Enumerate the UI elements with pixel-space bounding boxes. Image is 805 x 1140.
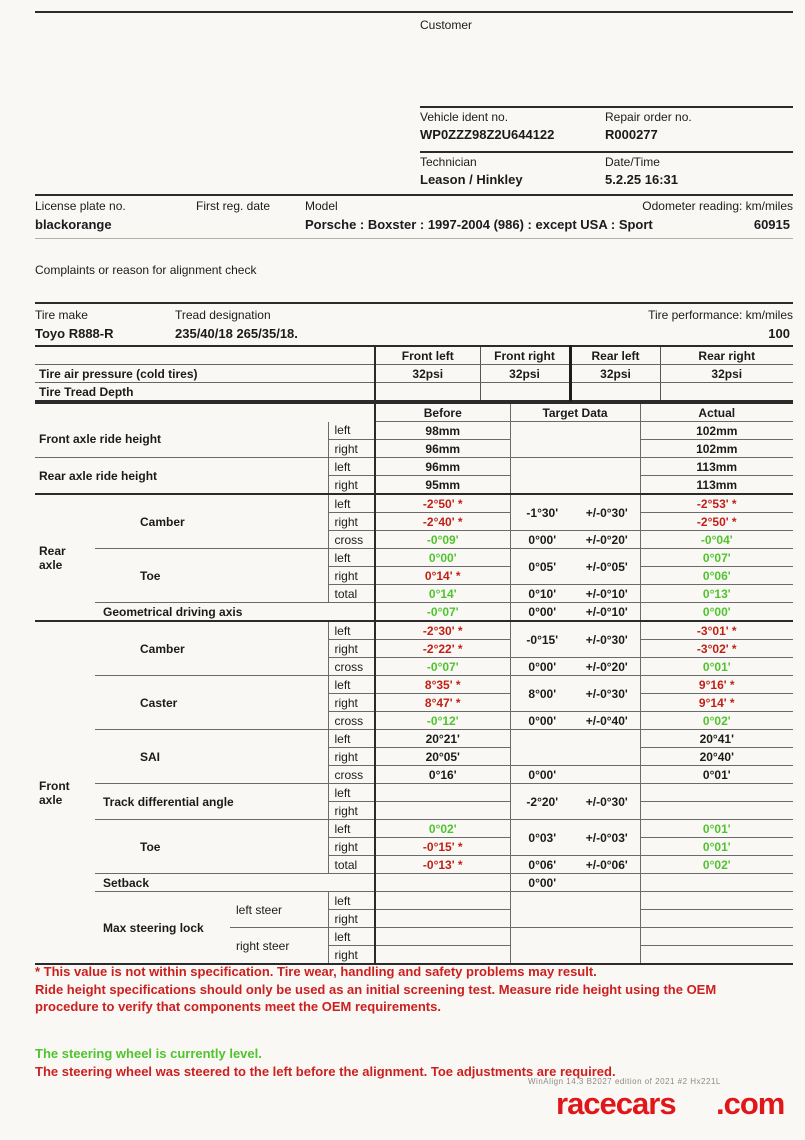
before-value: -2°30' * <box>375 621 510 640</box>
report-note: The steering wheel was steered to the left before the alignment. Toe adjustments are required. <box>35 1064 616 1079</box>
wheel-header-front-right: Front right <box>480 346 570 365</box>
target-tolerance <box>574 766 640 784</box>
actual-value <box>640 892 793 910</box>
actual-value: 0°01' <box>640 838 793 856</box>
actual-value: 0°13' <box>640 585 793 603</box>
before-value: -0°12' <box>375 712 510 730</box>
tire-make-value: Toyo R888-R <box>35 326 114 341</box>
measurement-name: Caster <box>95 676 328 730</box>
target-nominal: 0°00' <box>510 712 574 730</box>
actual-value <box>640 928 793 946</box>
position-label: right <box>328 640 375 658</box>
before-value: -0°15' * <box>375 838 510 856</box>
target-tolerance: +/-0°05' <box>574 549 640 585</box>
position-label: total <box>328 856 375 874</box>
measurement-name: Toe <box>95 549 328 603</box>
position-label: right <box>328 476 375 495</box>
actual-value: -3°01' * <box>640 621 793 640</box>
position-label: left <box>328 730 375 748</box>
target-tolerance: +/-0°30' <box>574 784 640 820</box>
actual-value: -2°53' * <box>640 494 793 513</box>
repair-order-value: R000277 <box>605 127 658 142</box>
before-value: -2°40' * <box>375 513 510 531</box>
target-nominal: 0°00' <box>510 603 574 622</box>
target-nominal: -0°15' <box>510 621 574 658</box>
target-nominal: -2°20' <box>510 784 574 820</box>
tire-pressure-front-right: 32psi <box>480 365 570 383</box>
measurement-name: SAI <box>95 730 328 784</box>
actual-column-header: Actual <box>640 403 793 422</box>
tread-depth-rear-right <box>660 383 793 402</box>
license-plate-label: License plate no. <box>35 199 126 213</box>
actual-value: 0°06' <box>640 567 793 585</box>
actual-value: -2°50' * <box>640 513 793 531</box>
wheel-table <box>35 345 793 402</box>
actual-value: 0°01' <box>640 658 793 676</box>
before-value: 0°00' <box>375 549 510 567</box>
before-value: -0°07' <box>375 658 510 676</box>
position-label: right <box>328 838 375 856</box>
model-value: Porsche : Boxster : 1997-2004 (986) : except USA : Sport <box>305 217 653 232</box>
alignment-row <box>35 874 793 892</box>
tire-pressure-front-left: 32psi <box>375 365 480 383</box>
before-value: 0°16' <box>375 766 510 784</box>
alignment-row <box>35 549 793 567</box>
alignment-row <box>35 621 793 640</box>
position-label: right <box>328 513 375 531</box>
target-tolerance: +/-0°30' <box>574 621 640 658</box>
actual-value: 0°00' <box>640 603 793 622</box>
target-tolerance: +/-0°03' <box>574 820 640 856</box>
target-nominal: 0°10' <box>510 585 574 603</box>
position-label: left <box>328 621 375 640</box>
tire-performance-value: 100 <box>768 326 790 341</box>
steer-direction-label: left steer <box>230 892 328 928</box>
before-value: -0°13' * <box>375 856 510 874</box>
position-label: cross <box>328 766 375 784</box>
before-value: 8°35' * <box>375 676 510 694</box>
alignment-row <box>35 820 793 838</box>
actual-value: 20°40' <box>640 748 793 766</box>
target-nominal: 8°00' <box>510 676 574 712</box>
position-label: left <box>328 494 375 513</box>
report-note: Ride height specifications should only be used as an initial screening test. Measure ride height using the OEM procedure to verify that components meet the OEM requirements. <box>35 982 717 1014</box>
alignment-row <box>35 422 793 440</box>
racecars-logo-suffix: .com <box>716 1086 785 1121</box>
section-rule-1 <box>35 194 793 196</box>
target-tolerance: +/-0°30' <box>574 676 640 712</box>
before-value: -2°22' * <box>375 640 510 658</box>
axle-group-label: Front axle <box>35 621 95 964</box>
measurement-name: Max steering lock <box>95 892 230 965</box>
target-column-header: Target Data <box>510 403 640 422</box>
alignment-row <box>35 603 793 622</box>
first-reg-label: First reg. date <box>196 199 271 213</box>
actual-value: 102mm <box>640 422 793 440</box>
position-label: left <box>328 676 375 694</box>
position-label: left <box>328 928 375 946</box>
target-nominal: 0°00' <box>510 874 574 892</box>
before-value <box>375 802 510 820</box>
target-tolerance: +/-0°30' <box>574 494 640 531</box>
customer-label: Customer <box>420 18 473 32</box>
target-empty <box>510 892 640 928</box>
technician-value: Leason / Hinkley <box>420 172 523 187</box>
actual-value: -3°02' * <box>640 640 793 658</box>
racecars-logo: racecars <box>556 1086 676 1121</box>
actual-value <box>640 784 793 802</box>
actual-value: 9°14' * <box>640 694 793 712</box>
report-note: * This value is not within specification. Tire wear, handling and safety problems may result. <box>35 964 597 979</box>
model-label: Model <box>305 199 338 213</box>
measurement-name: Track differential angle <box>95 784 328 820</box>
axle-group-label: Rear axle <box>35 494 95 621</box>
target-nominal: 0°05' <box>510 549 574 585</box>
alignment-row <box>35 892 793 910</box>
tread-depth-front-right <box>480 383 570 402</box>
odometer-label: Odometer reading: km/miles <box>642 199 793 213</box>
header-rule-1 <box>420 106 793 108</box>
target-empty <box>510 928 640 965</box>
target-empty <box>510 730 640 766</box>
wheel-header-front-left: Front left <box>375 346 480 365</box>
measurement-name: Geometrical driving axis <box>95 603 375 622</box>
target-tolerance <box>574 874 640 892</box>
target-tolerance: +/-0°06' <box>574 856 640 874</box>
target-nominal: 0°00' <box>510 766 574 784</box>
alignment-row <box>35 730 793 748</box>
actual-value: 0°02' <box>640 856 793 874</box>
before-value <box>375 874 510 892</box>
tire-make-label: Tire make <box>35 308 88 322</box>
software-version-line: WinAlign 14.3 B2027 edition of 2021 #2 Hx221L <box>528 1077 721 1086</box>
target-nominal: -1°30' <box>510 494 574 531</box>
wheel-header-rear-left: Rear left <box>570 346 660 365</box>
position-label: total <box>328 585 375 603</box>
before-value <box>375 910 510 928</box>
vehicle-ident-value: WP0ZZZ98Z2U644122 <box>420 127 555 142</box>
position-label: right <box>328 802 375 820</box>
report-note: The steering wheel is currently level. <box>35 1046 262 1061</box>
datetime-value: 5.2.25 16:31 <box>605 172 679 187</box>
measurement-name: Rear axle ride height <box>35 458 328 495</box>
before-value: -0°07' <box>375 603 510 622</box>
before-value: 20°05' <box>375 748 510 766</box>
measurement-name: Camber <box>95 494 328 549</box>
actual-value <box>640 874 793 892</box>
measurement-name: Front axle ride height <box>35 422 328 458</box>
section-rule-2 <box>35 302 793 304</box>
tread-depth-label: Tire Tread Depth <box>39 384 134 399</box>
alignment-header-empty <box>35 403 375 422</box>
actual-value: 102mm <box>640 440 793 458</box>
actual-value: 9°16' * <box>640 676 793 694</box>
actual-value: -0°04' <box>640 531 793 549</box>
before-value: 8°47' * <box>375 694 510 712</box>
datetime-label: Date/Time <box>605 155 660 169</box>
target-nominal: 0°00' <box>510 531 574 549</box>
tread-designation-label: Tread designation <box>175 308 271 322</box>
position-label: left <box>328 820 375 838</box>
target-nominal: 0°03' <box>510 820 574 856</box>
position-label: right <box>328 946 375 965</box>
target-empty <box>510 422 640 458</box>
target-tolerance: +/-0°10' <box>574 603 640 622</box>
wheel-header-rear-right: Rear right <box>660 346 793 365</box>
alignment-row <box>35 676 793 694</box>
position-label: cross <box>328 712 375 730</box>
before-value: -0°09' <box>375 531 510 549</box>
tread-depth-row <box>35 383 793 402</box>
actual-value <box>640 946 793 965</box>
measurement-name: Toe <box>95 820 328 874</box>
position-label: right <box>328 567 375 585</box>
before-value: 96mm <box>375 440 510 458</box>
actual-value: 0°01' <box>640 820 793 838</box>
actual-value: 113mm <box>640 476 793 495</box>
tables-container <box>35 345 793 965</box>
position-label: left <box>328 422 375 440</box>
position-label: right <box>328 748 375 766</box>
actual-value: 0°07' <box>640 549 793 567</box>
before-value: 0°14' <box>375 585 510 603</box>
position-label: left <box>328 784 375 802</box>
technician-label: Technician <box>420 155 477 169</box>
tire-pressure-row <box>35 365 793 383</box>
alignment-row <box>35 784 793 802</box>
target-tolerance: +/-0°20' <box>574 658 640 676</box>
tire-pressure-rear-right: 32psi <box>660 365 793 383</box>
position-label: left <box>328 892 375 910</box>
wheel-header-empty <box>35 346 375 365</box>
target-tolerance: +/-0°40' <box>574 712 640 730</box>
before-value <box>375 946 510 965</box>
alignment-row <box>35 458 793 476</box>
before-value: 98mm <box>375 422 510 440</box>
complaints-label: Complaints or reason for alignment check <box>35 263 257 277</box>
alignment-table <box>35 402 793 965</box>
measurement-name: Setback <box>95 874 375 892</box>
actual-value <box>640 910 793 928</box>
before-value: 96mm <box>375 458 510 476</box>
top-rule <box>35 11 793 13</box>
tread-depth-front-left <box>375 383 480 402</box>
before-value <box>375 928 510 946</box>
target-tolerance: +/-0°10' <box>574 585 640 603</box>
tread-depth-rear-left <box>570 383 660 402</box>
before-value <box>375 892 510 910</box>
actual-value: 20°41' <box>640 730 793 748</box>
vehicle-ident-label: Vehicle ident no. <box>420 110 509 124</box>
before-value <box>375 784 510 802</box>
before-value: 95mm <box>375 476 510 495</box>
position-label: cross <box>328 658 375 676</box>
target-nominal: 0°00' <box>510 658 574 676</box>
actual-value: 0°02' <box>640 712 793 730</box>
tire-pressure-rear-left: 32psi <box>570 365 660 383</box>
target-empty <box>510 458 640 495</box>
before-value: -2°50' * <box>375 494 510 513</box>
alignment-header-row <box>35 403 793 422</box>
tire-pressure-label: Tire air pressure (cold tires) <box>35 365 375 383</box>
actual-value: 0°01' <box>640 766 793 784</box>
position-label: right <box>328 440 375 458</box>
measurement-name: Camber <box>95 621 328 676</box>
tire-performance-label: Tire performance: km/miles <box>648 308 793 322</box>
target-nominal: 0°06' <box>510 856 574 874</box>
actual-value: 113mm <box>640 458 793 476</box>
position-label: left <box>328 458 375 476</box>
odometer-value: 60915 <box>753 217 790 232</box>
section-rule-thin <box>35 238 793 239</box>
position-label: left <box>328 549 375 567</box>
steer-direction-label: right steer <box>230 928 328 965</box>
position-label: right <box>328 910 375 928</box>
license-plate-value: blackorange <box>35 217 112 232</box>
alignment-row <box>35 494 793 513</box>
tread-designation-value: 235/40/18 265/35/18. <box>175 326 298 341</box>
position-label: right <box>328 694 375 712</box>
before-value: 0°02' <box>375 820 510 838</box>
position-label: cross <box>328 531 375 549</box>
before-column-header: Before <box>375 403 510 422</box>
wheel-header-row <box>35 346 793 365</box>
repair-order-label: Repair order no. <box>605 110 692 124</box>
header-rule-2 <box>420 151 793 153</box>
actual-value <box>640 802 793 820</box>
before-value: 20°21' <box>375 730 510 748</box>
before-value: 0°14' * <box>375 567 510 585</box>
target-tolerance: +/-0°20' <box>574 531 640 549</box>
